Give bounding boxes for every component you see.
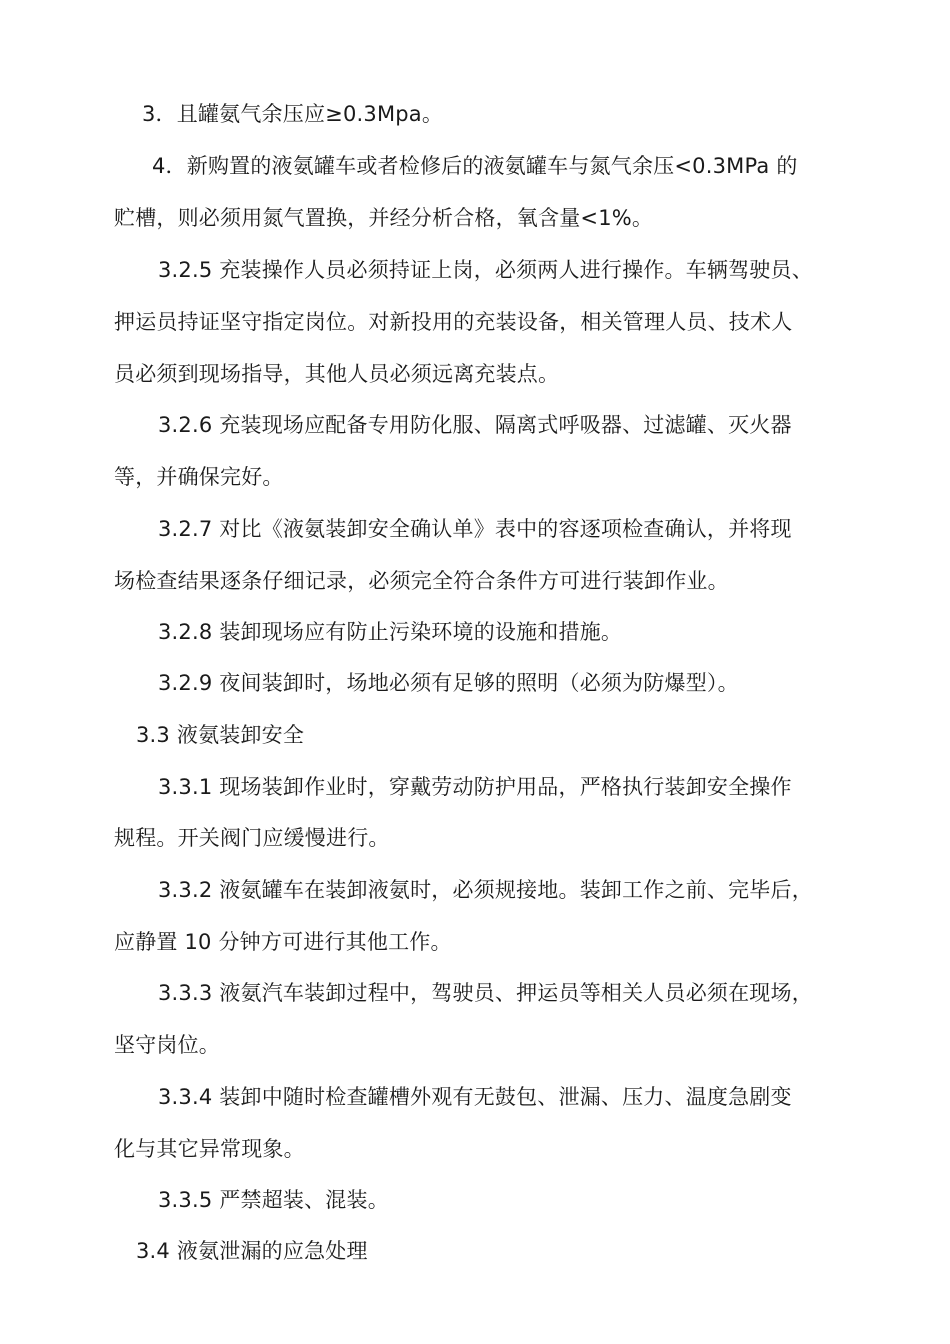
text-line: 3.2.9 夜间装卸时，场地必须有足够的照明（必须为防爆型）。 xyxy=(158,671,739,695)
text-line: 3．且罐氨气余压应≥0.3Mpa。 xyxy=(142,102,444,126)
text-line: 4．新购置的液氨罐车或者检修后的液氨罐车与氮气余压<0.3MPa 的 xyxy=(152,154,798,178)
text-line: 押运员持证坚守指定岗位。对新投用的充装设备，相关管理人员、技术人 xyxy=(114,310,793,334)
section-heading: 3.3 液氨装卸安全 xyxy=(136,723,305,747)
text-line: 等，并确保完好。 xyxy=(114,465,284,489)
text-line: 应静置 10 分钟方可进行其他工作。 xyxy=(114,930,452,954)
section-heading: 3.4 液氨泄漏的应急处理 xyxy=(136,1239,368,1263)
text-line: 3.3.2 液氨罐车在装卸液氨时，必须规接地。装卸工作之前、完毕后， xyxy=(158,878,813,902)
text-line: 3.3.5 严禁超装、混装。 xyxy=(158,1188,389,1212)
text-line: 贮槽，则必须用氮气置换，并经分析合格，氧含量<1%。 xyxy=(114,206,654,230)
text-line: 3.2.7 对比《液氨装卸安全确认单》表中的容逐项检查确认，并将现 xyxy=(158,517,792,541)
text-line: 员必须到现场指导，其他人员必须远离充装点。 xyxy=(114,362,560,386)
text-line: 化与其它异常现象。 xyxy=(114,1137,305,1161)
text-line: 3.2.6 充装现场应配备专用防化服、隔离式呼吸器、过滤罐、灭火器 xyxy=(158,413,792,437)
text-line: 3.2.5 充装操作人员必须持证上岗，必须两人进行操作。车辆驾驶员、 xyxy=(158,258,813,282)
text-line: 3.3.3 液氨汽车装卸过程中，驾驶员、押运员等相关人员必须在现场， xyxy=(158,981,813,1005)
text-line: 3.3.1 现场装卸作业时，穿戴劳动防护用品，严格执行装卸安全操作 xyxy=(158,775,792,799)
text-line: 场检查结果逐条仔细记录，必须完全符合条件方可进行装卸作业。 xyxy=(114,569,729,593)
text-line: 3.2.8 装卸现场应有防止污染环境的设施和措施。 xyxy=(158,620,623,644)
text-line: 规程。开关阀门应缓慢进行。 xyxy=(114,826,390,850)
text-line: 3.3.4 装卸中随时检查罐槽外观有无鼓包、泄漏、压力、温度急剧变 xyxy=(158,1085,792,1109)
text-line: 坚守岗位。 xyxy=(114,1033,220,1057)
